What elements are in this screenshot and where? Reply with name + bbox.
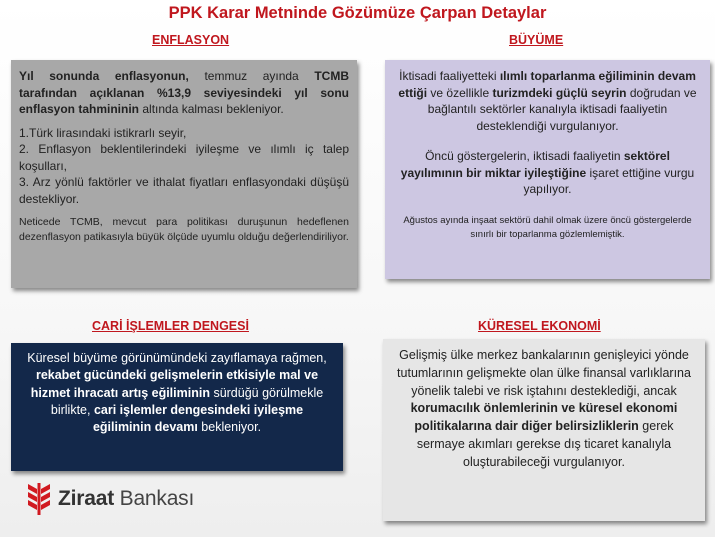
list-item: 3. Arz yönlü faktörler ve ithalat fiyatları enflasyondaki düşüşü destekliyor. (19, 175, 349, 206)
enflasyon-bold-2: TCMB tarafından açıklanan %13,9 seviyesindeki yıl sonu enflasyon tahmininin (19, 69, 349, 117)
list-item: 1.Türk lirasındaki istikrarlı seyir, (19, 125, 187, 140)
buyume-text-4: Öncü göstergelerin, iktisadi faaliyetin (425, 149, 624, 164)
enflasyon-factor-list (19, 125, 349, 208)
cari-text-2: sürdüğü görülmekle birlikte, (50, 385, 324, 417)
logo-text (58, 487, 194, 511)
cari-text-3: bekleniyor. (197, 420, 262, 434)
cari-bold-1: rekabet gücündeki gelişmelerin etkisiyle mal ve hizmet ihracatı artış eğiliminin (30, 368, 319, 400)
cari-text-1: Küresel büyüme görünümündeki zayıflamaya rağmen, (27, 351, 327, 365)
buyume-note: Ağustos ayında inşaat sektörü dahil olmak üzere öncü göstergelerde sınırlı bir toparlanma gözlemlemiştik. (403, 214, 692, 240)
buyume-text-2: ve özellikle (427, 85, 493, 100)
kuresel-text-2: gerek sermaye akımları gerekse dış ticaret kanalıyla oluşturabileceği vurgulanıyor. (416, 419, 674, 469)
kuresel-main-text (391, 347, 697, 471)
cari-bold-2: cari işlemler dengesindeki iyileşme eğiliminin devamı (92, 402, 304, 434)
enflasyon-text-1: temmuz ayında (188, 69, 315, 83)
cari-main-text (21, 350, 333, 436)
kuresel-heading: KÜRESEL EKONOMİ (478, 319, 601, 333)
ziraat-bankasi-logo (26, 480, 194, 518)
logo-word-2: Bankası (114, 487, 195, 510)
cari-box (11, 343, 343, 471)
enflasyon-text-2: altında kalması bekleniyor. (139, 102, 284, 117)
list-item: 2. Enflasyon beklentilerindeki iyileşme ve ılımlı iç talep koşulları, (19, 142, 349, 173)
enflasyon-box (11, 60, 357, 288)
buyume-box (385, 60, 710, 279)
buyume-main-text (395, 68, 700, 134)
buyume-heading: BÜYÜME (509, 33, 564, 47)
cari-heading: CARİ İŞLEMLER DENGESİ (92, 319, 249, 333)
buyume-bold-3: sektörel yayılımının bir miktar iyileştiğine (400, 149, 670, 180)
buyume-bold-1: ılımlı toparlanma eğiliminin devam ettiği (398, 69, 696, 100)
kuresel-bold-1: korumacılık önlemlerinin ve küresel ekonomi politikalarına dair diğer belirsizliklerin (410, 401, 678, 433)
page-title: PPK Karar Metninde Gözümüze Çarpan Detaylar (168, 4, 547, 22)
buyume-text-5: işaret ettiğine vurgu yapılıyor. (523, 165, 695, 197)
enflasyon-note: Neticede TCMB, mevcut para politikası duruşunun hedeflenen dezenflasyon patikasıyla büyük ölçüde uyumlu olduğu değerlendiriliyor. (19, 216, 349, 244)
buyume-second-text (395, 148, 700, 198)
buyume-text-1: İktisadi faaliyetteki (399, 69, 500, 83)
kuresel-box (383, 339, 705, 521)
ziraat-wheat-icon (26, 481, 52, 517)
enflasyon-main-text (19, 68, 349, 118)
logo-word-1: Ziraat (58, 487, 114, 510)
kuresel-text-1: Gelişmiş ülke merkez bankalarının genişleyici yönde tutumlarının gelişmekte olan ülke finansal varlıklarına yönelik talebi ve risk iştahını desteklediği, ancak (397, 348, 691, 398)
buyume-bold-2: turizmdeki güçlü seyrin (492, 85, 627, 100)
buyume-text-3: doğrudan ve bağlantılı sektörler kanalıyla iktisadi faaliyetin desteklendiği vurgulanıyor. (427, 85, 697, 133)
enflasyon-heading: ENFLASYON (152, 33, 230, 47)
enflasyon-bold-1: Yıl sonunda enflasyonun, (19, 69, 189, 83)
